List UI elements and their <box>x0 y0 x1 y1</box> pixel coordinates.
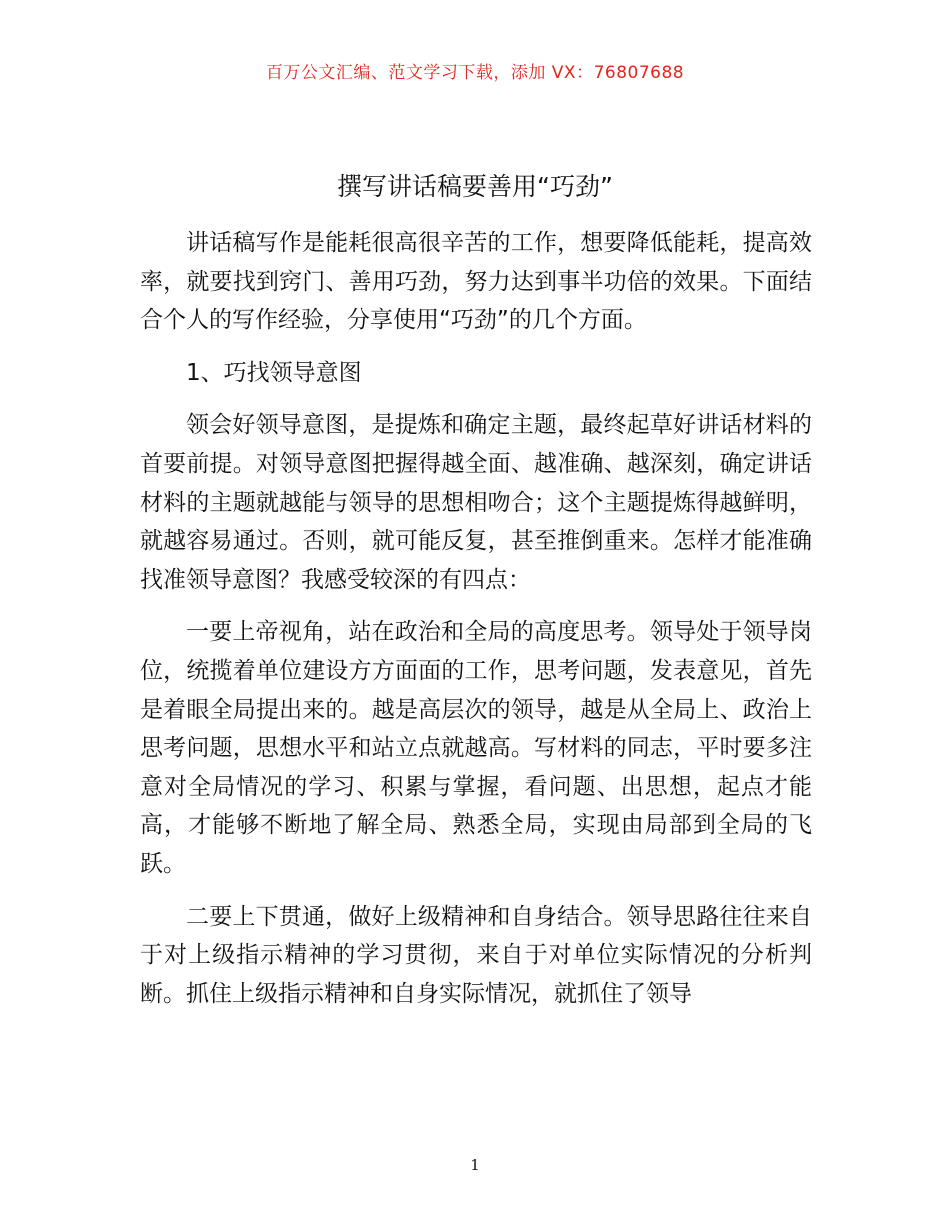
header-watermark-note: 百万公文汇编、范文学习下载，添加 VX：76807688 <box>265 63 685 83</box>
paragraph-point-2: 二要上下贯通，做好上级精神和自身结合。领导思路往往来自于对上级指示精神的学习贯彻，来自于对单位实际情况的分析判断。抓住上级指示精神和自身实际情况，就抓住了领导 <box>140 903 812 1007</box>
paragraph-intro: 讲话稿写作是能耗很高很辛苦的工作，想要降低能耗，提高效率，就要找到窍门、善用巧劲，努力达到事半功倍的效果。下面结合个人的写作经验，分享使用“巧劲”的几个方面。 <box>140 230 812 334</box>
paragraph-point-1: 一要上帝视角，站在政治和全局的高度思考。领导处于领导岗位，统揽着单位建设方方面面的工作，思考问题，发表意见，首先是着眼全局提出来的。越是高层次的领导，越是从全局上、政治上思考问题，思想水平和站立点就越高。写材料的同志，平时要多注意对全局情况的学习、积累与掌握，看问题、出思想，起点才能高，才能够不断地了解全局、熟悉全局，实现由局部到全局的飞跃。 <box>140 619 812 877</box>
section-heading-1: 1、巧找领导意图 <box>186 359 362 386</box>
paragraph-leader-intent: 领会好领导意图，是提炼和确定主题，最终起草好讲话材料的首要前提。对领导意图把握得越全面、越准确、越深刻，确定讲话材料的主题就越能与领导的思想相吻合；这个主题提炼得越鲜明，就越容易通过。否则，就可能反复，甚至推倒重来。怎样才能准确找准领导意图？我感受较深的有四点： <box>140 412 812 593</box>
page-number: 1 <box>470 1156 480 1174</box>
document-body <box>140 224 812 1027</box>
document-title: 撰写讲话稿要善用“巧劲” <box>337 172 613 201</box>
